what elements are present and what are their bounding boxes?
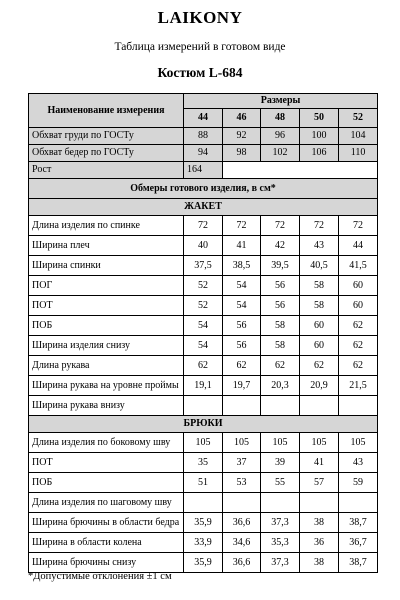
row-label: Длина рукава bbox=[29, 356, 184, 376]
row-label: ПОБ bbox=[29, 316, 184, 336]
table-row bbox=[29, 236, 378, 256]
row-label: Ширина рукава внизу bbox=[29, 396, 184, 416]
value-cell: 72 bbox=[300, 216, 339, 236]
value-cell: 62 bbox=[184, 356, 223, 376]
value-cell: 54 bbox=[223, 296, 261, 316]
value-cell: 72 bbox=[261, 216, 300, 236]
value-cell: 60 bbox=[300, 316, 339, 336]
value-cell bbox=[184, 493, 223, 513]
value-cell: 35,9 bbox=[184, 513, 223, 533]
value-cell bbox=[261, 396, 300, 416]
table-row bbox=[29, 316, 378, 336]
section-title: БРЮКИ bbox=[29, 416, 378, 433]
value-cell bbox=[339, 396, 378, 416]
value-cell: 58 bbox=[261, 336, 300, 356]
value-cell: 41 bbox=[300, 453, 339, 473]
table-row bbox=[29, 513, 378, 533]
value-cell: 58 bbox=[300, 276, 339, 296]
value-cell: 19,1 bbox=[184, 376, 223, 396]
value-cell: 62 bbox=[339, 356, 378, 376]
value-cell: 57 bbox=[300, 473, 339, 493]
value-cell: 56 bbox=[223, 336, 261, 356]
value-cell: 54 bbox=[223, 276, 261, 296]
value-cell: 35 bbox=[184, 453, 223, 473]
value-cell: 37 bbox=[223, 453, 261, 473]
table-row bbox=[29, 296, 378, 316]
value-cell: 39,5 bbox=[261, 256, 300, 276]
value-cell: 60 bbox=[339, 296, 378, 316]
model-title: Костюм L-684 bbox=[157, 65, 243, 80]
section-title-row bbox=[29, 416, 378, 433]
value-cell: 41 bbox=[223, 236, 261, 256]
height-row bbox=[29, 162, 378, 179]
value-cell: 41,5 bbox=[339, 256, 378, 276]
value-cell: 54 bbox=[184, 316, 223, 336]
value-cell: 43 bbox=[300, 236, 339, 256]
value-cell: 37,3 bbox=[261, 553, 300, 573]
value-cell bbox=[223, 396, 261, 416]
value-cell bbox=[261, 493, 300, 513]
value-cell: 56 bbox=[261, 276, 300, 296]
value-cell: 60 bbox=[339, 276, 378, 296]
value-cell: 43 bbox=[339, 453, 378, 473]
size-header-cell: 46 bbox=[223, 109, 261, 128]
table-row bbox=[29, 473, 378, 493]
value-cell: 105 bbox=[223, 433, 261, 453]
value-cell: 94 bbox=[184, 145, 223, 162]
size-header-cell: 52 bbox=[339, 109, 378, 128]
brand-title: LAIKONY bbox=[157, 8, 243, 27]
row-label: Обхват груди по ГОСТу bbox=[29, 128, 184, 145]
value-cell: 62 bbox=[223, 356, 261, 376]
table-row bbox=[29, 145, 378, 162]
value-cell bbox=[223, 493, 261, 513]
empty-cell bbox=[223, 162, 378, 179]
table-row bbox=[29, 356, 378, 376]
value-cell: 62 bbox=[300, 356, 339, 376]
row-label: Длина изделия по боковому шву bbox=[29, 433, 184, 453]
value-cell: 38,5 bbox=[223, 256, 261, 276]
value-cell: 56 bbox=[261, 296, 300, 316]
table-row bbox=[29, 453, 378, 473]
value-cell: 55 bbox=[261, 473, 300, 493]
table-row bbox=[29, 376, 378, 396]
measurement-table-body bbox=[29, 94, 378, 573]
row-label: Длина изделия по спинке bbox=[29, 216, 184, 236]
value-cell: 20,9 bbox=[300, 376, 339, 396]
value-cell: 105 bbox=[261, 433, 300, 453]
value-cell: 104 bbox=[339, 128, 378, 145]
value-cell: 19,7 bbox=[223, 376, 261, 396]
value-cell: 36,6 bbox=[223, 553, 261, 573]
value-cell: 40 bbox=[184, 236, 223, 256]
value-cell: 62 bbox=[261, 356, 300, 376]
row-label: Ширина изделия снизу bbox=[29, 336, 184, 356]
value-cell: 98 bbox=[223, 145, 261, 162]
row-label: Ширина рукава на уровне проймы bbox=[29, 376, 184, 396]
value-cell: 38,7 bbox=[339, 553, 378, 573]
value-cell: 53 bbox=[223, 473, 261, 493]
table-row bbox=[29, 216, 378, 236]
value-cell: 62 bbox=[339, 336, 378, 356]
value-cell: 33,9 bbox=[184, 533, 223, 553]
value-cell: 38 bbox=[300, 553, 339, 573]
row-label: ПОБ bbox=[29, 473, 184, 493]
sizes-header: Размеры bbox=[184, 94, 378, 109]
table-row bbox=[29, 128, 378, 145]
row-label: Ширина плеч bbox=[29, 236, 184, 256]
value-cell: 72 bbox=[184, 216, 223, 236]
value-cell: 59 bbox=[339, 473, 378, 493]
table-row bbox=[29, 336, 378, 356]
value-cell: 44 bbox=[339, 236, 378, 256]
value-cell: 37,5 bbox=[184, 256, 223, 276]
row-label: Рост bbox=[29, 162, 184, 179]
value-cell: 39 bbox=[261, 453, 300, 473]
value-cell: 36 bbox=[300, 533, 339, 553]
value-cell: 36,6 bbox=[223, 513, 261, 533]
document-subtitle: Таблица измерений в готовом виде bbox=[114, 41, 286, 53]
row-label: Ширина брючины в области бедра bbox=[29, 513, 184, 533]
value-cell: 92 bbox=[223, 128, 261, 145]
table-row bbox=[29, 256, 378, 276]
row-label: Обхват бедер по ГОСТу bbox=[29, 145, 184, 162]
value-cell: 52 bbox=[184, 276, 223, 296]
footnote: *Допустимые отклонения ±1 см bbox=[28, 571, 172, 582]
value-cell: 40,5 bbox=[300, 256, 339, 276]
row-label: Ширина спинки bbox=[29, 256, 184, 276]
value-cell: 100 bbox=[300, 128, 339, 145]
value-cell: 88 bbox=[184, 128, 223, 145]
value-cell: 42 bbox=[261, 236, 300, 256]
height-value: 164 bbox=[184, 162, 223, 179]
table-row bbox=[29, 553, 378, 573]
value-cell: 37,3 bbox=[261, 513, 300, 533]
finished-measurements-header: Обмеры готового изделия, в см* bbox=[29, 179, 378, 199]
measurement-name-header: Наименование измерения bbox=[29, 94, 184, 128]
section-header-row bbox=[29, 179, 378, 199]
value-cell: 72 bbox=[223, 216, 261, 236]
table-row bbox=[29, 276, 378, 296]
value-cell: 58 bbox=[300, 296, 339, 316]
value-cell: 36,7 bbox=[339, 533, 378, 553]
value-cell bbox=[184, 396, 223, 416]
size-header-cell: 50 bbox=[300, 109, 339, 128]
value-cell: 106 bbox=[300, 145, 339, 162]
value-cell: 38,7 bbox=[339, 513, 378, 533]
value-cell: 38 bbox=[300, 513, 339, 533]
row-label: Длина изделия по шаговому шву bbox=[29, 493, 184, 513]
value-cell: 34,6 bbox=[223, 533, 261, 553]
value-cell bbox=[300, 493, 339, 513]
value-cell: 105 bbox=[184, 433, 223, 453]
row-label: ПОТ bbox=[29, 453, 184, 473]
size-header-cell: 44 bbox=[184, 109, 223, 128]
table-row bbox=[29, 396, 378, 416]
value-cell: 20,3 bbox=[261, 376, 300, 396]
value-cell: 72 bbox=[339, 216, 378, 236]
value-cell: 60 bbox=[300, 336, 339, 356]
table-row bbox=[29, 493, 378, 513]
value-cell: 56 bbox=[223, 316, 261, 336]
value-cell bbox=[339, 493, 378, 513]
value-cell bbox=[300, 396, 339, 416]
section-title: ЖАКЕТ bbox=[29, 199, 378, 216]
value-cell: 96 bbox=[261, 128, 300, 145]
value-cell: 110 bbox=[339, 145, 378, 162]
row-label: ПОГ bbox=[29, 276, 184, 296]
row-label: Ширина в области колена bbox=[29, 533, 184, 553]
value-cell: 62 bbox=[339, 316, 378, 336]
value-cell: 54 bbox=[184, 336, 223, 356]
value-cell: 102 bbox=[261, 145, 300, 162]
value-cell: 58 bbox=[261, 316, 300, 336]
header-row bbox=[29, 94, 378, 109]
section-title-row bbox=[29, 199, 378, 216]
table-row bbox=[29, 533, 378, 553]
row-label: ПОТ bbox=[29, 296, 184, 316]
value-cell: 35,9 bbox=[184, 553, 223, 573]
value-cell: 35,3 bbox=[261, 533, 300, 553]
value-cell: 105 bbox=[300, 433, 339, 453]
value-cell: 51 bbox=[184, 473, 223, 493]
size-header-cell: 48 bbox=[261, 109, 300, 128]
table-row bbox=[29, 433, 378, 453]
value-cell: 105 bbox=[339, 433, 378, 453]
value-cell: 52 bbox=[184, 296, 223, 316]
value-cell: 21,5 bbox=[339, 376, 378, 396]
row-label: Ширина брючины снизу bbox=[29, 553, 184, 573]
measurement-table bbox=[28, 93, 378, 573]
